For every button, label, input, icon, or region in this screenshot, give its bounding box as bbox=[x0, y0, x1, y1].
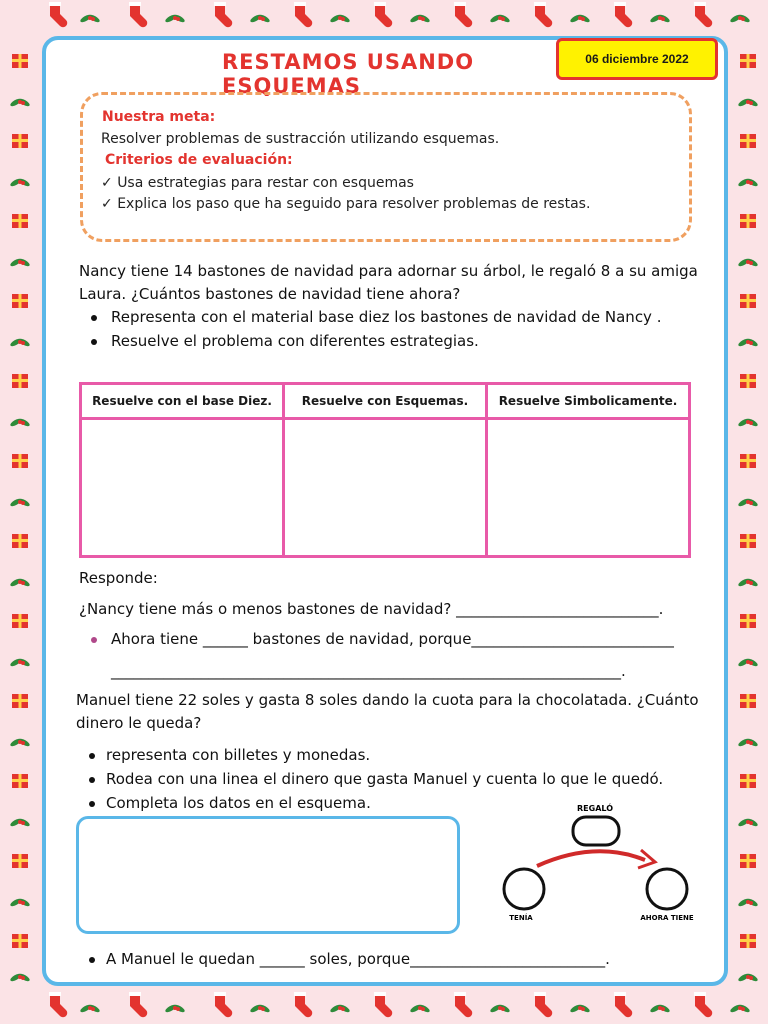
bullet-icon bbox=[91, 339, 97, 345]
table-header: Resuelve Simbolicamente. bbox=[487, 384, 690, 419]
bullet-icon bbox=[91, 637, 97, 643]
problem2-bullet: Rodea con una linea el dinero que gasta Manuel y cuenta lo que le quedó. bbox=[106, 770, 664, 788]
scheme-box-regalo bbox=[573, 817, 619, 845]
problem1-text-line1: Nancy tiene 14 bastones de navidad para adornar su árbol, le regaló 8 a su amiga bbox=[79, 262, 698, 280]
problem2-text-line2: dinero le queda? bbox=[76, 714, 202, 732]
scheme-label-tenia: TENÍA bbox=[509, 914, 533, 922]
responde-label: Responde: bbox=[79, 569, 158, 587]
scheme-label-regalo: REGALÓ bbox=[577, 804, 613, 813]
money-answer-box[interactable] bbox=[76, 816, 460, 934]
scheme-arrow bbox=[537, 851, 645, 866]
bullet-icon bbox=[89, 777, 95, 783]
bullet-icon bbox=[89, 801, 95, 807]
answer-cell-simbolico[interactable] bbox=[487, 419, 690, 557]
goal-heading: Nuestra meta: bbox=[102, 109, 216, 125]
problem2-bullet: representa con billetes y monedas. bbox=[106, 746, 371, 764]
responde-answer-line: ____________________________________________________________________. bbox=[111, 662, 626, 680]
problem1-text-line2: Laura. ¿Cuántos bastones de navidad tiene ahora? bbox=[79, 285, 461, 303]
table-header: Resuelve con el base Diez. bbox=[81, 384, 284, 419]
bullet-icon bbox=[89, 957, 95, 963]
answer-cell-esquemas[interactable] bbox=[284, 419, 487, 557]
goal-text: Resolver problemas de sustracción utilizando esquemas. bbox=[101, 131, 500, 147]
answer-cell-base-diez[interactable] bbox=[81, 419, 284, 557]
scheme-label-ahora: AHORA TIENE bbox=[640, 914, 694, 922]
scheme-circle-ahora bbox=[647, 869, 687, 909]
bullet-icon bbox=[91, 315, 97, 321]
problem1-bullet: Representa con el material base diez los bastones de navidad de Nancy . bbox=[111, 308, 662, 326]
bullet-icon bbox=[89, 753, 95, 759]
date-badge: 06 diciembre 2022 bbox=[556, 38, 718, 80]
strategy-table bbox=[79, 382, 691, 558]
page-title: RESTAMOS USANDO ESQUEMAS bbox=[222, 50, 475, 98]
criteria-item: ✓ Explica los paso que ha seguido para resolver problemas de restas. bbox=[101, 196, 591, 212]
final-answer-line: A Manuel le quedan ______ soles, porque__________________________. bbox=[106, 950, 610, 968]
problem2-text-line1: Manuel tiene 22 soles y gasta 8 soles dando la cuota para la chocolatada. ¿Cuánto bbox=[76, 691, 699, 709]
criteria-item: ✓ Usa estrategias para restar con esquemas bbox=[101, 175, 414, 191]
problem1-bullet: Resuelve el problema con diferentes estrategias. bbox=[111, 332, 479, 350]
responde-question: ¿Nancy tiene más o menos bastones de navidad? ___________________________. bbox=[79, 600, 664, 618]
subtraction-scheme-diagram bbox=[495, 800, 705, 925]
check-icon: ✓ bbox=[101, 196, 118, 212]
table-header: Resuelve con Esquemas. bbox=[284, 384, 487, 419]
problem2-bullet: Completa los datos en el esquema. bbox=[106, 794, 371, 812]
check-icon: ✓ bbox=[101, 175, 118, 191]
responde-bullet: Ahora tiene ______ bastones de navidad, porque___________________________ bbox=[111, 630, 674, 648]
scheme-circle-tenia bbox=[504, 869, 544, 909]
criteria-heading: Criterios de evaluación: bbox=[105, 152, 293, 168]
